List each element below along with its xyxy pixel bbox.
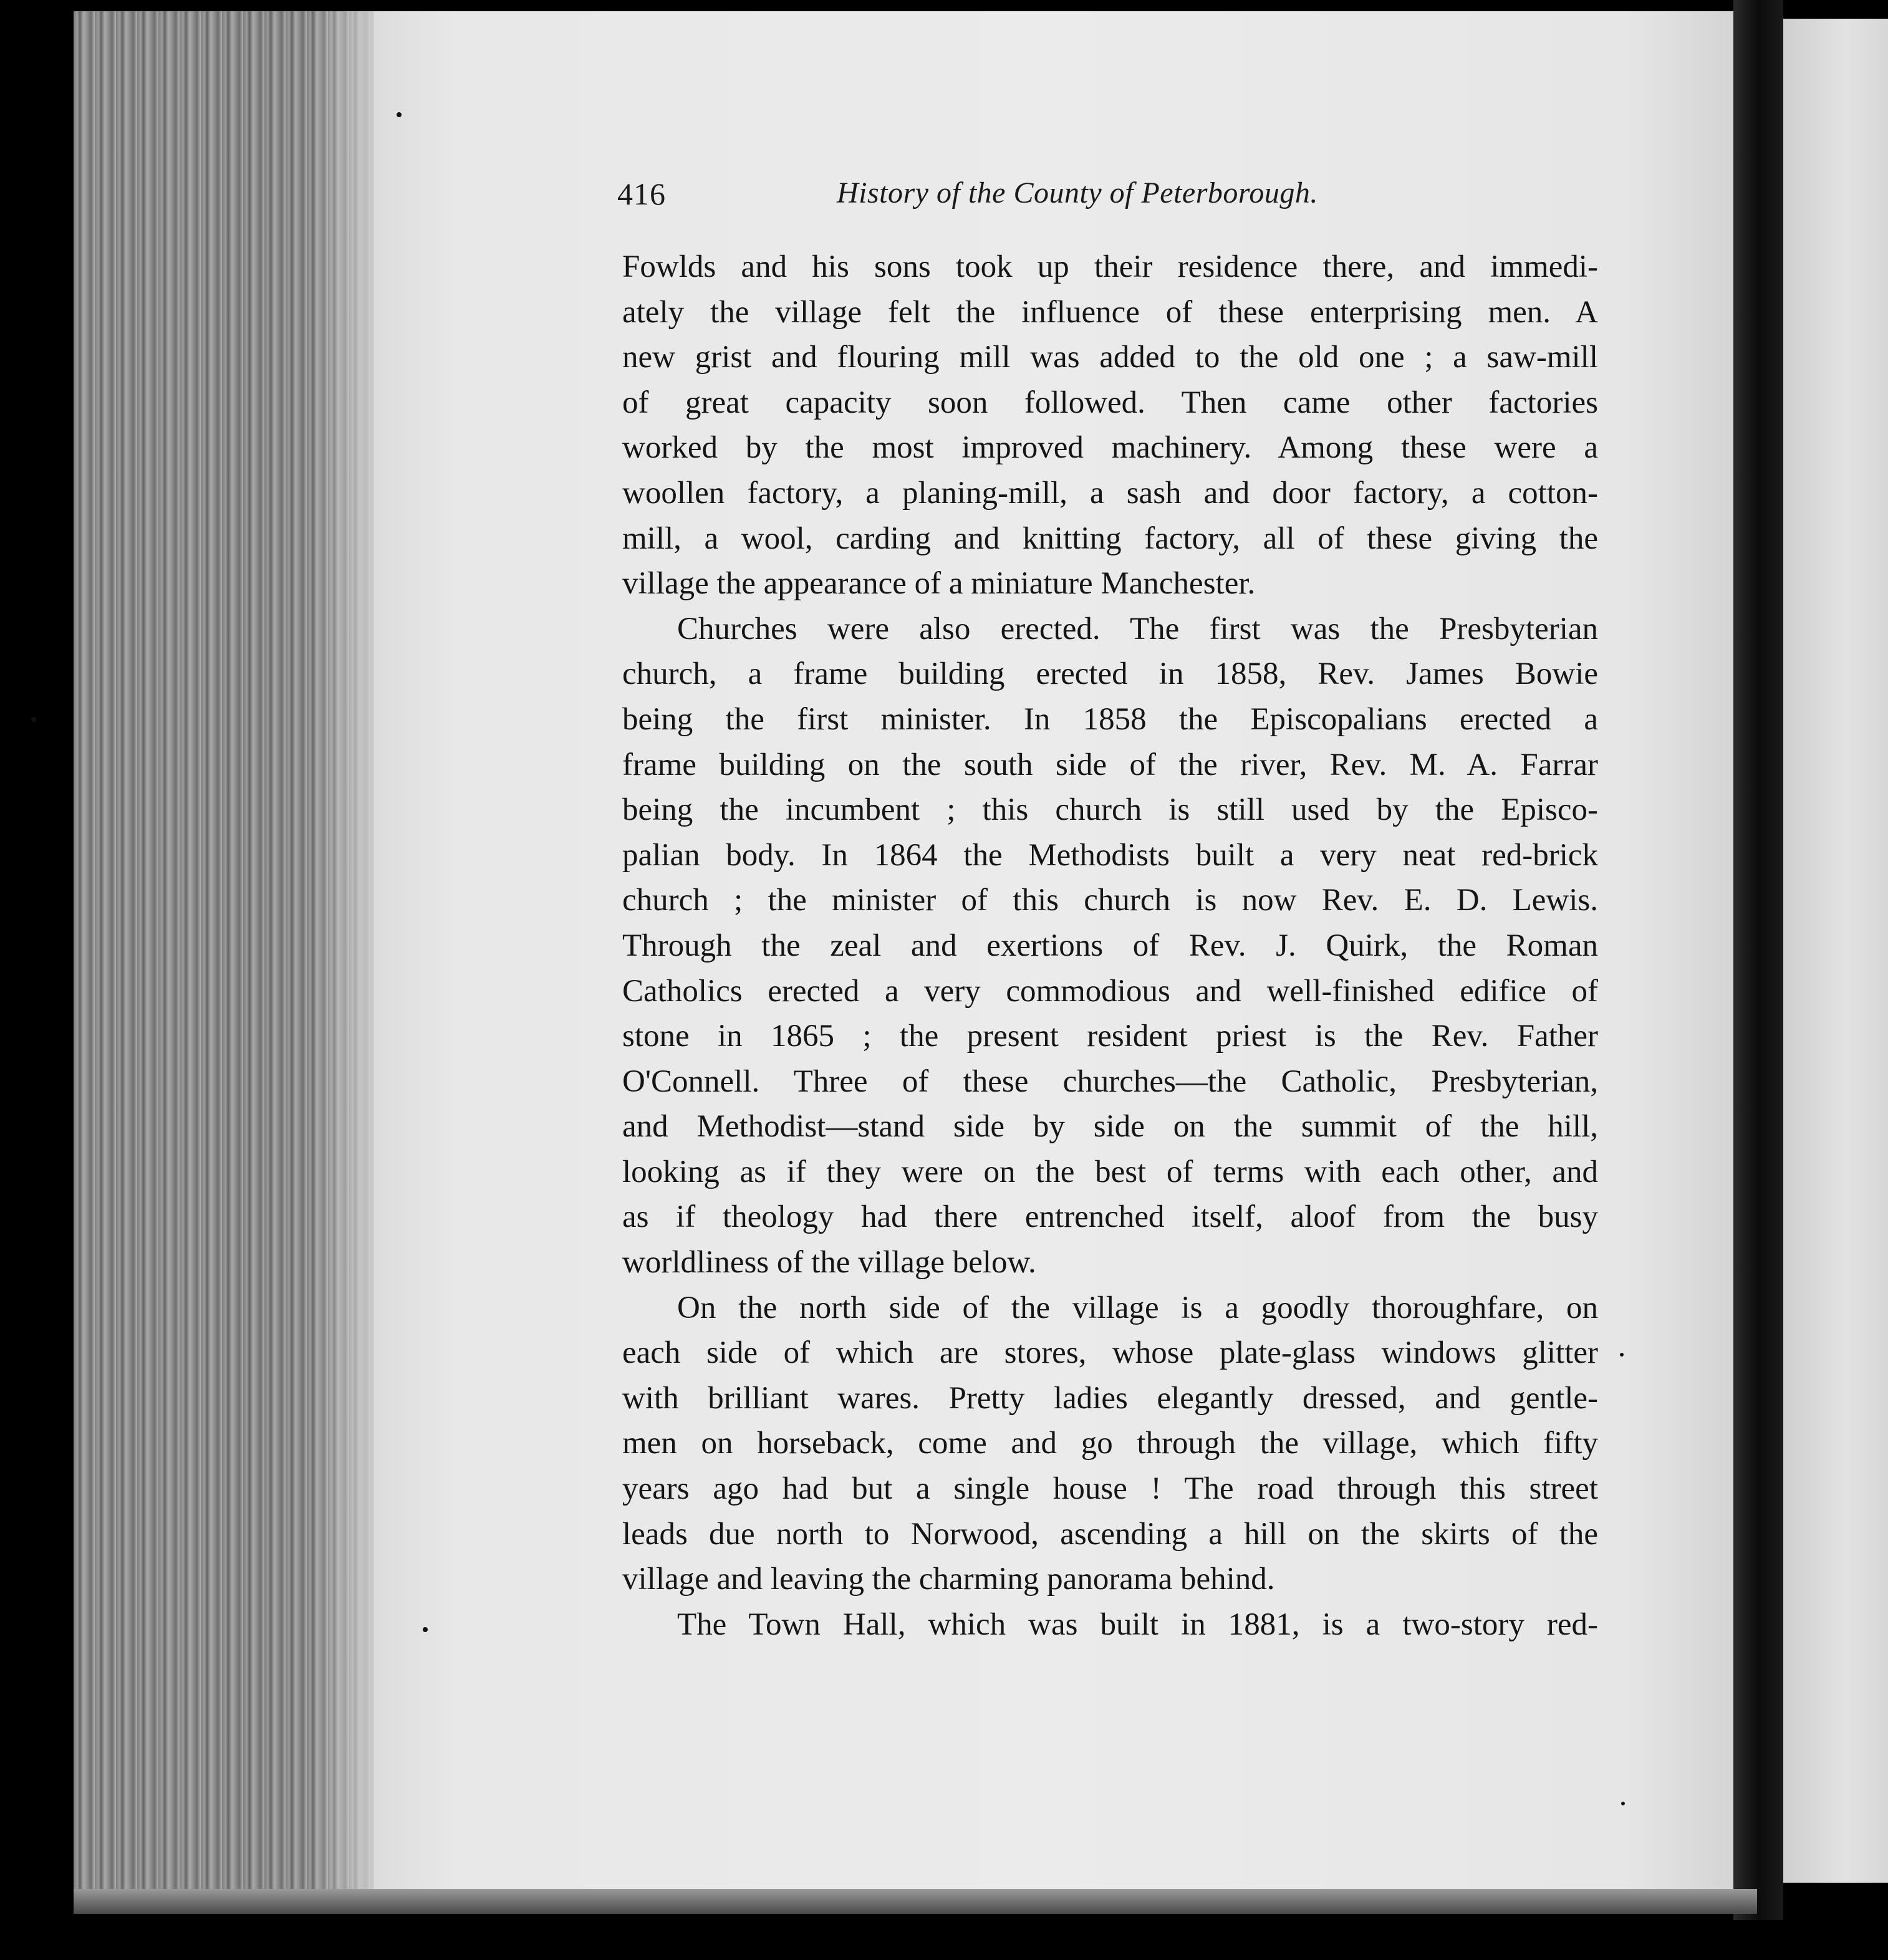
text-line: of great capacity soon followed. Then came other factories xyxy=(622,385,1598,420)
text-line: being the first minister. In 1858 the Episcopalians erected a xyxy=(622,701,1598,737)
book-bottom-edge xyxy=(74,1889,1757,1914)
text-line: Fowlds and his sons took up their residence there, and immedi- xyxy=(622,249,1598,284)
paragraph xyxy=(622,244,1598,607)
text-line: men on horseback, come and go through the village, which fifty xyxy=(622,1426,1598,1461)
text-line: new grist and flouring mill was added to the old one ; a saw-mill xyxy=(622,340,1598,375)
text-line: mill, a wool, carding and knitting factory, all of these giving the xyxy=(622,521,1598,556)
text-line: as if theology had there entrenched itself, aloof from the busy xyxy=(622,1199,1598,1235)
text-line: each side of which are stores, whose plate-glass windows glitter xyxy=(622,1335,1598,1371)
next-page-edge xyxy=(1783,19,1888,1883)
running-title: History of the County of Peterborough. xyxy=(837,176,1318,209)
text-line: The Town Hall, which was built in 1881, is a two-story red- xyxy=(677,1607,1598,1642)
paragraph xyxy=(622,1602,1598,1648)
text-line: and Methodist—stand side by side on the summit of the hill, xyxy=(622,1109,1598,1145)
text-line: Catholics erected a very commodious and well-finished edifice of xyxy=(622,973,1598,1009)
scan-speck xyxy=(1621,1802,1625,1805)
paragraph xyxy=(622,1285,1598,1602)
text-line: being the incumbent ; this church is still used by the Episco- xyxy=(622,792,1598,828)
scan-speck xyxy=(397,112,402,117)
text-line: church, a frame building erected in 1858, Rev. James Bowie xyxy=(622,656,1598,692)
text-line: leads due north to Norwood, ascending a hill on the skirts of the xyxy=(622,1516,1598,1552)
text-line: church ; the minister of this church is now Rev. E. D. Lewis. xyxy=(622,883,1598,918)
text-line: worked by the most improved machinery. Among these were a xyxy=(622,430,1598,466)
text-line: village the appearance of a miniature Manchester. xyxy=(622,566,1256,602)
text-line: Through the zeal and exertions of Rev. J. Quirk, the Roman xyxy=(622,928,1598,963)
text-line: village and leaving the charming panorama behind. xyxy=(622,1562,1275,1597)
text-line: woollen factory, a planing-mill, a sash and door factory, a cotton- xyxy=(622,475,1598,511)
text-line: ately the village felt the influence of these enterprising men. A xyxy=(622,294,1598,330)
body-text xyxy=(622,244,1598,1647)
text-line: On the north side of the village is a goodly thoroughfare, on xyxy=(677,1290,1598,1325)
text-line: frame building on the south side of the river, Rev. M. A. Farrar xyxy=(622,747,1598,782)
paragraph xyxy=(622,607,1598,1285)
text-line: palian body. In 1864 the Methodists built a very neat red-brick xyxy=(622,837,1598,873)
page-edges xyxy=(74,11,385,1913)
scan-speck xyxy=(423,1627,428,1632)
text-line: worldliness of the village below. xyxy=(622,1245,1036,1280)
running-header xyxy=(617,176,1602,219)
text-line: O'Connell. Three of these churches—the Catholic, Presbyterian, xyxy=(622,1064,1598,1099)
scan-speck xyxy=(31,717,36,722)
book-gutter xyxy=(1733,0,1783,1920)
text-line: looking as if they were on the best of terms with each other, and xyxy=(622,1154,1598,1189)
text-line: stone in 1865 ; the present resident priest is the Rev. Father xyxy=(622,1019,1598,1054)
text-line: Churches were also erected. The first was the Presbyterian xyxy=(677,611,1598,646)
scan-speck xyxy=(1620,1353,1624,1357)
text-line: with brilliant wares. Pretty ladies elegantly dressed, and gentle- xyxy=(622,1380,1598,1416)
text-line: years ago had but a single house ! The road through this street xyxy=(622,1471,1598,1507)
page-number: 416 xyxy=(617,176,666,211)
